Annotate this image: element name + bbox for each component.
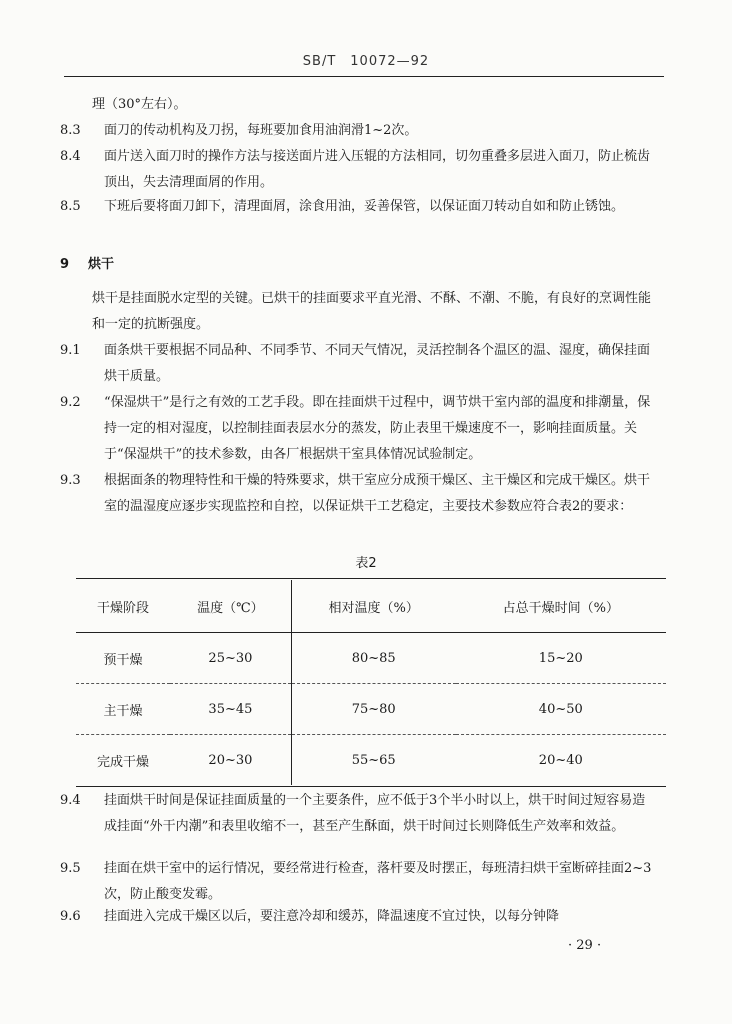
- clause-number: 9.6: [60, 909, 81, 924]
- clause-text: “保湿烘干”是行之有效的工艺手段。即在挂面烘干过程中，调节烘干室内部的温度和排潮量，保持一定的相对湿度，以控制挂面表层水分的蒸发，防止表里干燥速度不一，影响挂面质量。关于“保湿烘干”的技术参数，由各厂根据烘干室具体情况试验制定。: [104, 395, 651, 462]
- clause-number: 9.4: [60, 793, 81, 808]
- page-number: · 29 ·: [568, 938, 602, 953]
- clause-text: 挂面烘干时间是保证挂面质量的一个主要条件，应不低于3个半小时以上，烘干时间过短容易造成挂面“外干内潮”和表里收缩不一，甚至产生酥面，烘干时间过长则降低生产效率和效益。: [104, 793, 646, 834]
- table-row: [76, 633, 666, 684]
- table-cell: 75~80: [291, 684, 455, 735]
- section-number: 9: [60, 257, 70, 272]
- clause-number: 9.3: [60, 473, 81, 488]
- table-cell: 主干燥: [76, 684, 170, 735]
- table-cell: 25~30: [170, 633, 291, 684]
- col-header-temperature: 温度（℃）: [170, 580, 291, 633]
- clause-number: 8.3: [60, 123, 81, 138]
- clause-number: 9.1: [60, 343, 81, 358]
- table-cell: 15~20: [456, 633, 666, 684]
- clause-number: 9.2: [60, 395, 81, 410]
- continued-text: 理（30°左右）。: [92, 97, 187, 112]
- section-9-intro: 烘干是挂面脱水定型的关键。已烘干的挂面要求平直光滑、不酥、不潮、不脆，有良好的烹调性能和一定的抗断强度。: [92, 291, 652, 332]
- clause-text: 下班后要将面刀卸下，清理面屑，涂食用油，妥善保管，以保证面刀转动自如和防止锈蚀。: [104, 199, 625, 214]
- clause-number: 9.5: [60, 861, 81, 876]
- table-caption: 表2: [355, 556, 377, 571]
- table-cell: 55~65: [351, 752, 396, 768]
- clause-number: 8.5: [60, 199, 81, 214]
- table-top-rule: [76, 578, 666, 579]
- table-cell: 20~40: [538, 752, 583, 768]
- table-cell: 35~45: [170, 684, 291, 735]
- clause-text: 挂面在烘干室中的运行情况，要经常进行检查，落杆要及时摆正，每班清扫烘干室断碎挂面2~3次，防止酸变发霉。: [104, 861, 652, 902]
- table-header-row: [76, 580, 666, 633]
- header-rule: [64, 76, 664, 77]
- table-row: [76, 735, 666, 786]
- clause-number: 8.4: [60, 149, 81, 164]
- table-cell: 预干燥: [76, 633, 170, 684]
- table-row: [76, 684, 666, 735]
- table-cell: 20~30: [170, 735, 291, 786]
- drying-parameters-table: [76, 580, 666, 785]
- clause-text: 面片送入面刀时的操作方法与接送面片进入压辊的方法相同，切勿重叠多层进入面刀，防止梳齿顶出，失去清理面屑的作用。: [104, 149, 651, 190]
- table-bottom-rule: [76, 786, 666, 787]
- clause-text: 面条烘干要根据不同品种、不同季节、不同天气情况，灵活控制各个温区的温、湿度，确保挂面烘干质量。: [104, 343, 651, 384]
- table-cell: 80~85: [291, 633, 455, 684]
- table-cell: 40~50: [456, 684, 666, 735]
- col-header-stage: 干燥阶段: [76, 580, 170, 633]
- table-cell: 完成干燥: [97, 754, 150, 770]
- clause-text: 根据面条的物理特性和干燥的特殊要求，烘干室应分成预干燥区、主干燥区和完成干燥区。烘干室的温湿度应逐步实现监控和自控，以保证烘干工艺稳定，主要技术参数应符合表2的要求：: [104, 473, 651, 514]
- col-header-time-share: 占总干燥时间（%）: [456, 580, 666, 633]
- clause-text: 面刀的传动机构及刀拐，每班要加食用油润滑1~2次。: [104, 123, 418, 138]
- col-header-relative-humidity: 相对温度（%）: [291, 580, 455, 633]
- section-title: 烘干: [88, 257, 115, 272]
- clause-text: 挂面进入完成干燥区以后，要注意冷却和缓苏，降温速度不宜过快，以每分钟降: [104, 909, 560, 924]
- page-header-standard-code: SB/T 10072—92: [302, 54, 430, 69]
